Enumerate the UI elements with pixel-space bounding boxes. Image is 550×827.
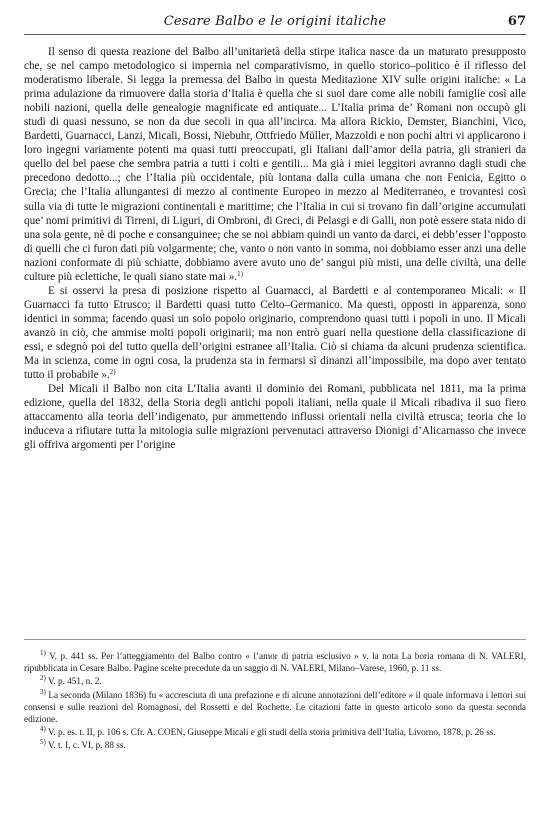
- paragraph-1: [24, 45, 526, 284]
- footnote-text: V. p. 451, n. 2.: [47, 676, 102, 687]
- footnote-number: 4): [40, 725, 46, 734]
- running-header: [24, 14, 526, 32]
- footnote-ref-2: 2): [109, 368, 116, 377]
- footnotes: [24, 650, 526, 753]
- footnote-text: V. p. 441 ss. Per l’atteggiamento del Balbo contro « l’amor di patria esclusivo » v. la nota La boria romana di N. VALERI, ripubblicata in Cesare Balbo. Pagine scelte precedute da un saggio di N. VALERI, Milano–Varese, 1960, p. 11 ss.: [24, 651, 526, 674]
- footnote-text: V. p. es. t. II, p. 106 s. Cfr. A. COEN, Giuseppe Micali e gli studi della storia primitiva dell’Italia, Livorno, 1878, p. 26 ss.: [47, 727, 496, 738]
- running-title: Cesare Balbo e le origini italiche: [163, 14, 387, 29]
- footnote-separator: [24, 639, 526, 640]
- footnote-2: [24, 675, 526, 687]
- footnote-5: [24, 739, 526, 751]
- footnote-number: 5): [40, 738, 46, 747]
- footnote-1: [24, 650, 526, 674]
- paragraph-3-text: Del Micali il Balbo non cita L’Italia avanti il dominio dei Romani, pubblicata nel 1811, ma la prima edizione, quella del 1832, della Storia degli antichi popoli italiani, nella quale il Micali ribadiva il suo fiero attaccamento alla teoria dell’indigenato, pur ammettendo influssi orientali nella civiltà etrusca; teoria che lo induceva a rifiutare tutta la mitologia sulle migrazioni pervenutaci attraverso Dionigi d’Alicarnasso che invece gli offriva argomenti per l’origine: [24, 383, 526, 452]
- footnote-number: 2): [40, 674, 46, 683]
- paragraph-2-text: E si osservi la presa di posizione rispetto al Guarnacci, al Bardetti e al contemporaneo Micali: « Il Guarnacci fa tutto Etrusco; il Bardetti quasi tutto Celto–Germanico. Ma questi, opposti in apparenza, sono identici in somma; facendo quasi un solo popolo originario, comprendono quasi tutti i popoli in uno. Il Micali avanzò in ciò, che ammise molti popoli originarii; ma non entrò guari nella questione della classificazione di essi, e sdegnò poi del tutto quella dell’origini estranee all’Italia. Ciò si chiama da alcuni prudenza scientifica. Ma in scienza, come in ogni cosa, la prudenza sta in fermarsi sì dinanzi all’impossibile, ma dopo aver tentato tutto il probabile ».: [24, 284, 526, 382]
- footnote-number: 3): [40, 687, 46, 696]
- footnote-ref-1: 1): [237, 269, 243, 278]
- main-text: [24, 45, 526, 452]
- footnote-text: V. t. I, c. VI, p. 88 ss.: [47, 740, 126, 751]
- paragraph-1-text: Il senso di questa reazione del Balbo all’unitarietà della stirpe italica nasce da un maturato presupposto che, se nel campo metodologico si impernia nel comparativismo, in quello storico–politico è il riflesso del moderatismo liberale. Si legga la premessa del Balbo in questa Meditazione XIV sulle origini italiche: « La prima adulazione da rimuovere dalla storia d’Italia è quella che si suol dare come alle nobili famiglie così alle nobili nazioni, quella delle genealogie magnificate ed antiquate... L’Italia prima de’ Romani non occupò gli studi di quasi nessuno, se non da due secoli in qua all’incirca. Ma allora Rickio, Demster, Bianchini, Vico, Bardetti, Guarnacci, Lanzi, Micali, Bossi, Niebuhr, Ottfriedo Müller, Mazzoldi e non pochi altri vi applicarono i loro ingegni variamente potenti ma quasi tutti preoccupati, gli Italiani dall’amor della patria, gli stranieri da quello del bel paese che sembra patria a tutti i colti e gentili... Ma già i miei leggitori avranno dagli studi che precedono dedotto...; che l’Italia più occidentale, più lontana dalla culla umana che non Fenicia, Egitto o Grecia; che l’Italia allungantesi di mezzo al continente Europeo in mezzo al Mediterraneo, e trovantesi così sulla via di tutte le migrazioni continentali e marittime; che l’Italia in cui si trovano fin dall’origine accumulati que’ nomi primitivi di Tirreni, di Liguri, di Ombroni, di Greci, di Pelasgi e di Galli, non potè essere stata nido di una sola gente, nè di poche e consanguinee; che se noi abbiam quindi un vanto da darci, ei debb’esser l’opposto di quelli che ci furon dati più volgarmente; che, vanto o non vanto in somma, noi dobbiamo esser anzi una delle nazioni conformate di più schiatte, dobbiamo avere avuto uno de’ sangui più misti, una delle civiltà, una delle culture più eclettiche, le quali siano state mai ».: [24, 46, 526, 283]
- page-number: 67: [507, 14, 526, 29]
- paragraph-3: [24, 382, 526, 452]
- footnote-3: [24, 689, 526, 726]
- header-rule: [24, 34, 526, 35]
- footnote-text: La seconda (Milano 1836) fu « accresciuta di una prefazione e di alcune annotazioni dell’editore » il quale informava i lettori sui consensi e sulle reazioni del Romagnosi, del Rossetti e del Rochette. Le citazioni fatte in questo articolo sono da questa seconda edizione.: [24, 689, 526, 725]
- footnote-4: [24, 726, 526, 738]
- footnote-number: 1): [40, 649, 46, 657]
- paragraph-2: [24, 284, 526, 382]
